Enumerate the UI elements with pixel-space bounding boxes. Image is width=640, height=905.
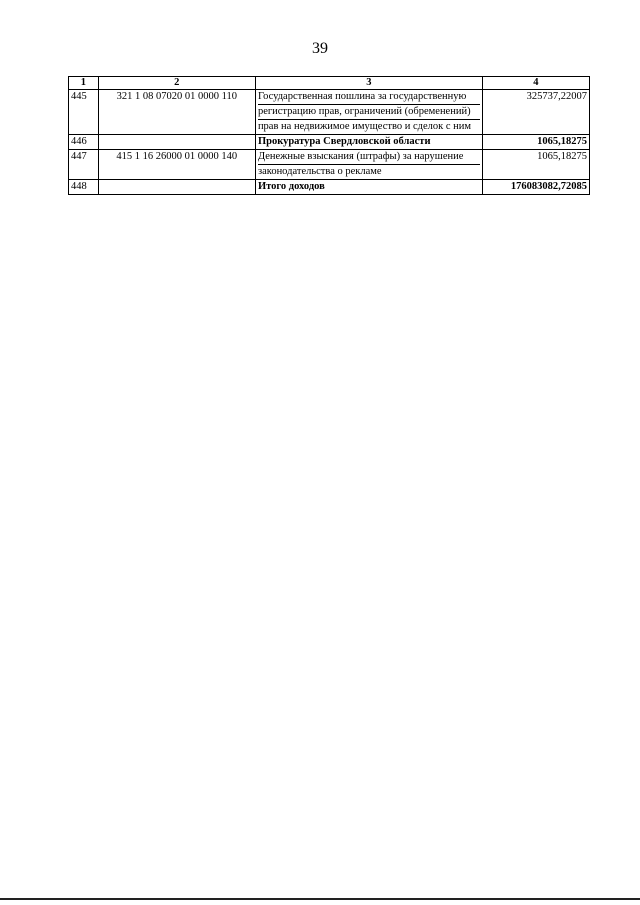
column-header-1: 1 — [69, 77, 99, 90]
page-number: 39 — [312, 40, 328, 57]
column-header-2: 2 — [98, 77, 255, 90]
row-description — [255, 150, 482, 180]
row-description — [255, 90, 482, 135]
row-number: 445 — [69, 90, 99, 135]
description-line: законодательства о рекламе — [257, 166, 382, 177]
budget-code — [98, 180, 255, 195]
description-line: Денежные взыскания (штрафы) за нарушение — [258, 150, 480, 165]
row-description — [255, 180, 482, 195]
column-header-4: 4 — [482, 77, 589, 90]
description-line: Прокуратура Свердловской области — [257, 136, 431, 147]
description-line: регистрацию прав, ограничений (обременений) — [258, 105, 480, 120]
table-row-total — [69, 180, 590, 195]
page-bottom-edge — [0, 898, 640, 900]
row-amount: 1065,18275 — [482, 150, 589, 180]
revenue-table — [68, 76, 590, 195]
table-row — [69, 150, 590, 180]
budget-code: 321 1 08 07020 01 0000 110 — [98, 90, 255, 135]
row-number: 448 — [69, 180, 99, 195]
budget-code: 415 1 16 26000 01 0000 140 — [98, 150, 255, 180]
total-amount: 176083082,72085 — [482, 180, 589, 195]
row-amount: 325737,22007 — [482, 90, 589, 135]
table-row — [69, 135, 590, 150]
budget-code — [98, 135, 255, 150]
row-number: 446 — [69, 135, 99, 150]
description-line: Итого доходов — [257, 181, 325, 192]
column-header-3: 3 — [255, 77, 482, 90]
table-header-row — [69, 77, 590, 90]
description-line: Государственная пошлина за государственную — [258, 90, 480, 105]
row-amount: 1065,18275 — [482, 135, 589, 150]
row-description — [255, 135, 482, 150]
table-row — [69, 90, 590, 135]
row-number: 447 — [69, 150, 99, 180]
description-line: прав на недвижимое имущество и сделок с ним — [257, 121, 472, 132]
